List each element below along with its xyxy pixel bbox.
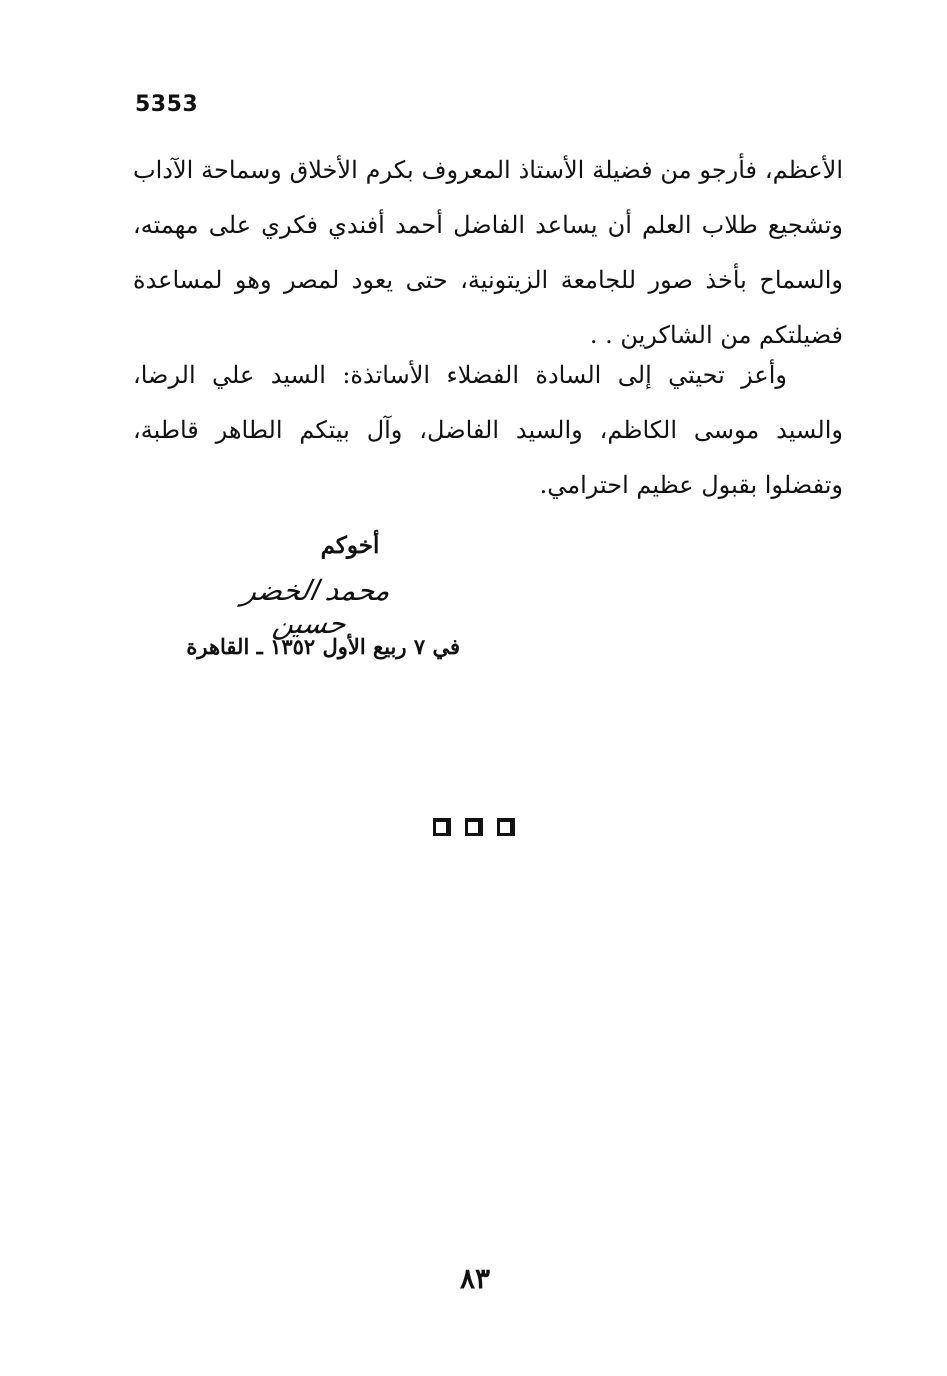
square-ornament-icon xyxy=(497,818,515,836)
page-id-number: 5353 xyxy=(135,92,199,117)
page-number: ٨٣ xyxy=(459,1262,491,1295)
closing-salutation: أخوكم xyxy=(320,532,380,559)
square-ornament-icon xyxy=(433,818,451,836)
section-divider-ornament xyxy=(433,818,515,836)
date-and-place: في ٧ ربيع الأول ١٣٥٢ ـ القاهرة xyxy=(186,634,460,659)
letter-paragraph-1: الأعظم، فأرجو من فضيلة الأستاذ المعروف بكرم الأخلاق وسماحة الآداب وتشجيع طلاب العلم أن يساعد الفاضل أحمد أفندي فكري على مهمته، والسماح بأخذ صور للجامعة الزيتونية، حتى يعود لمصر وهو لمساعدة فضيلتكم من الشاكرين . . xyxy=(133,156,843,349)
square-ornament-icon xyxy=(465,818,483,836)
letter-paragraph-2: وأعز تحيتي إلى السادة الفضلاء الأساتذة: السيد علي الرضا، والسيد موسى الكاظم، والسيد الفاضل، وآل بيتكم الطاهر قاطبة، وتفضلوا بقبول عظيم احترامي. xyxy=(133,361,843,499)
handwritten-signature: محمد الخضر حسين xyxy=(239,574,394,640)
